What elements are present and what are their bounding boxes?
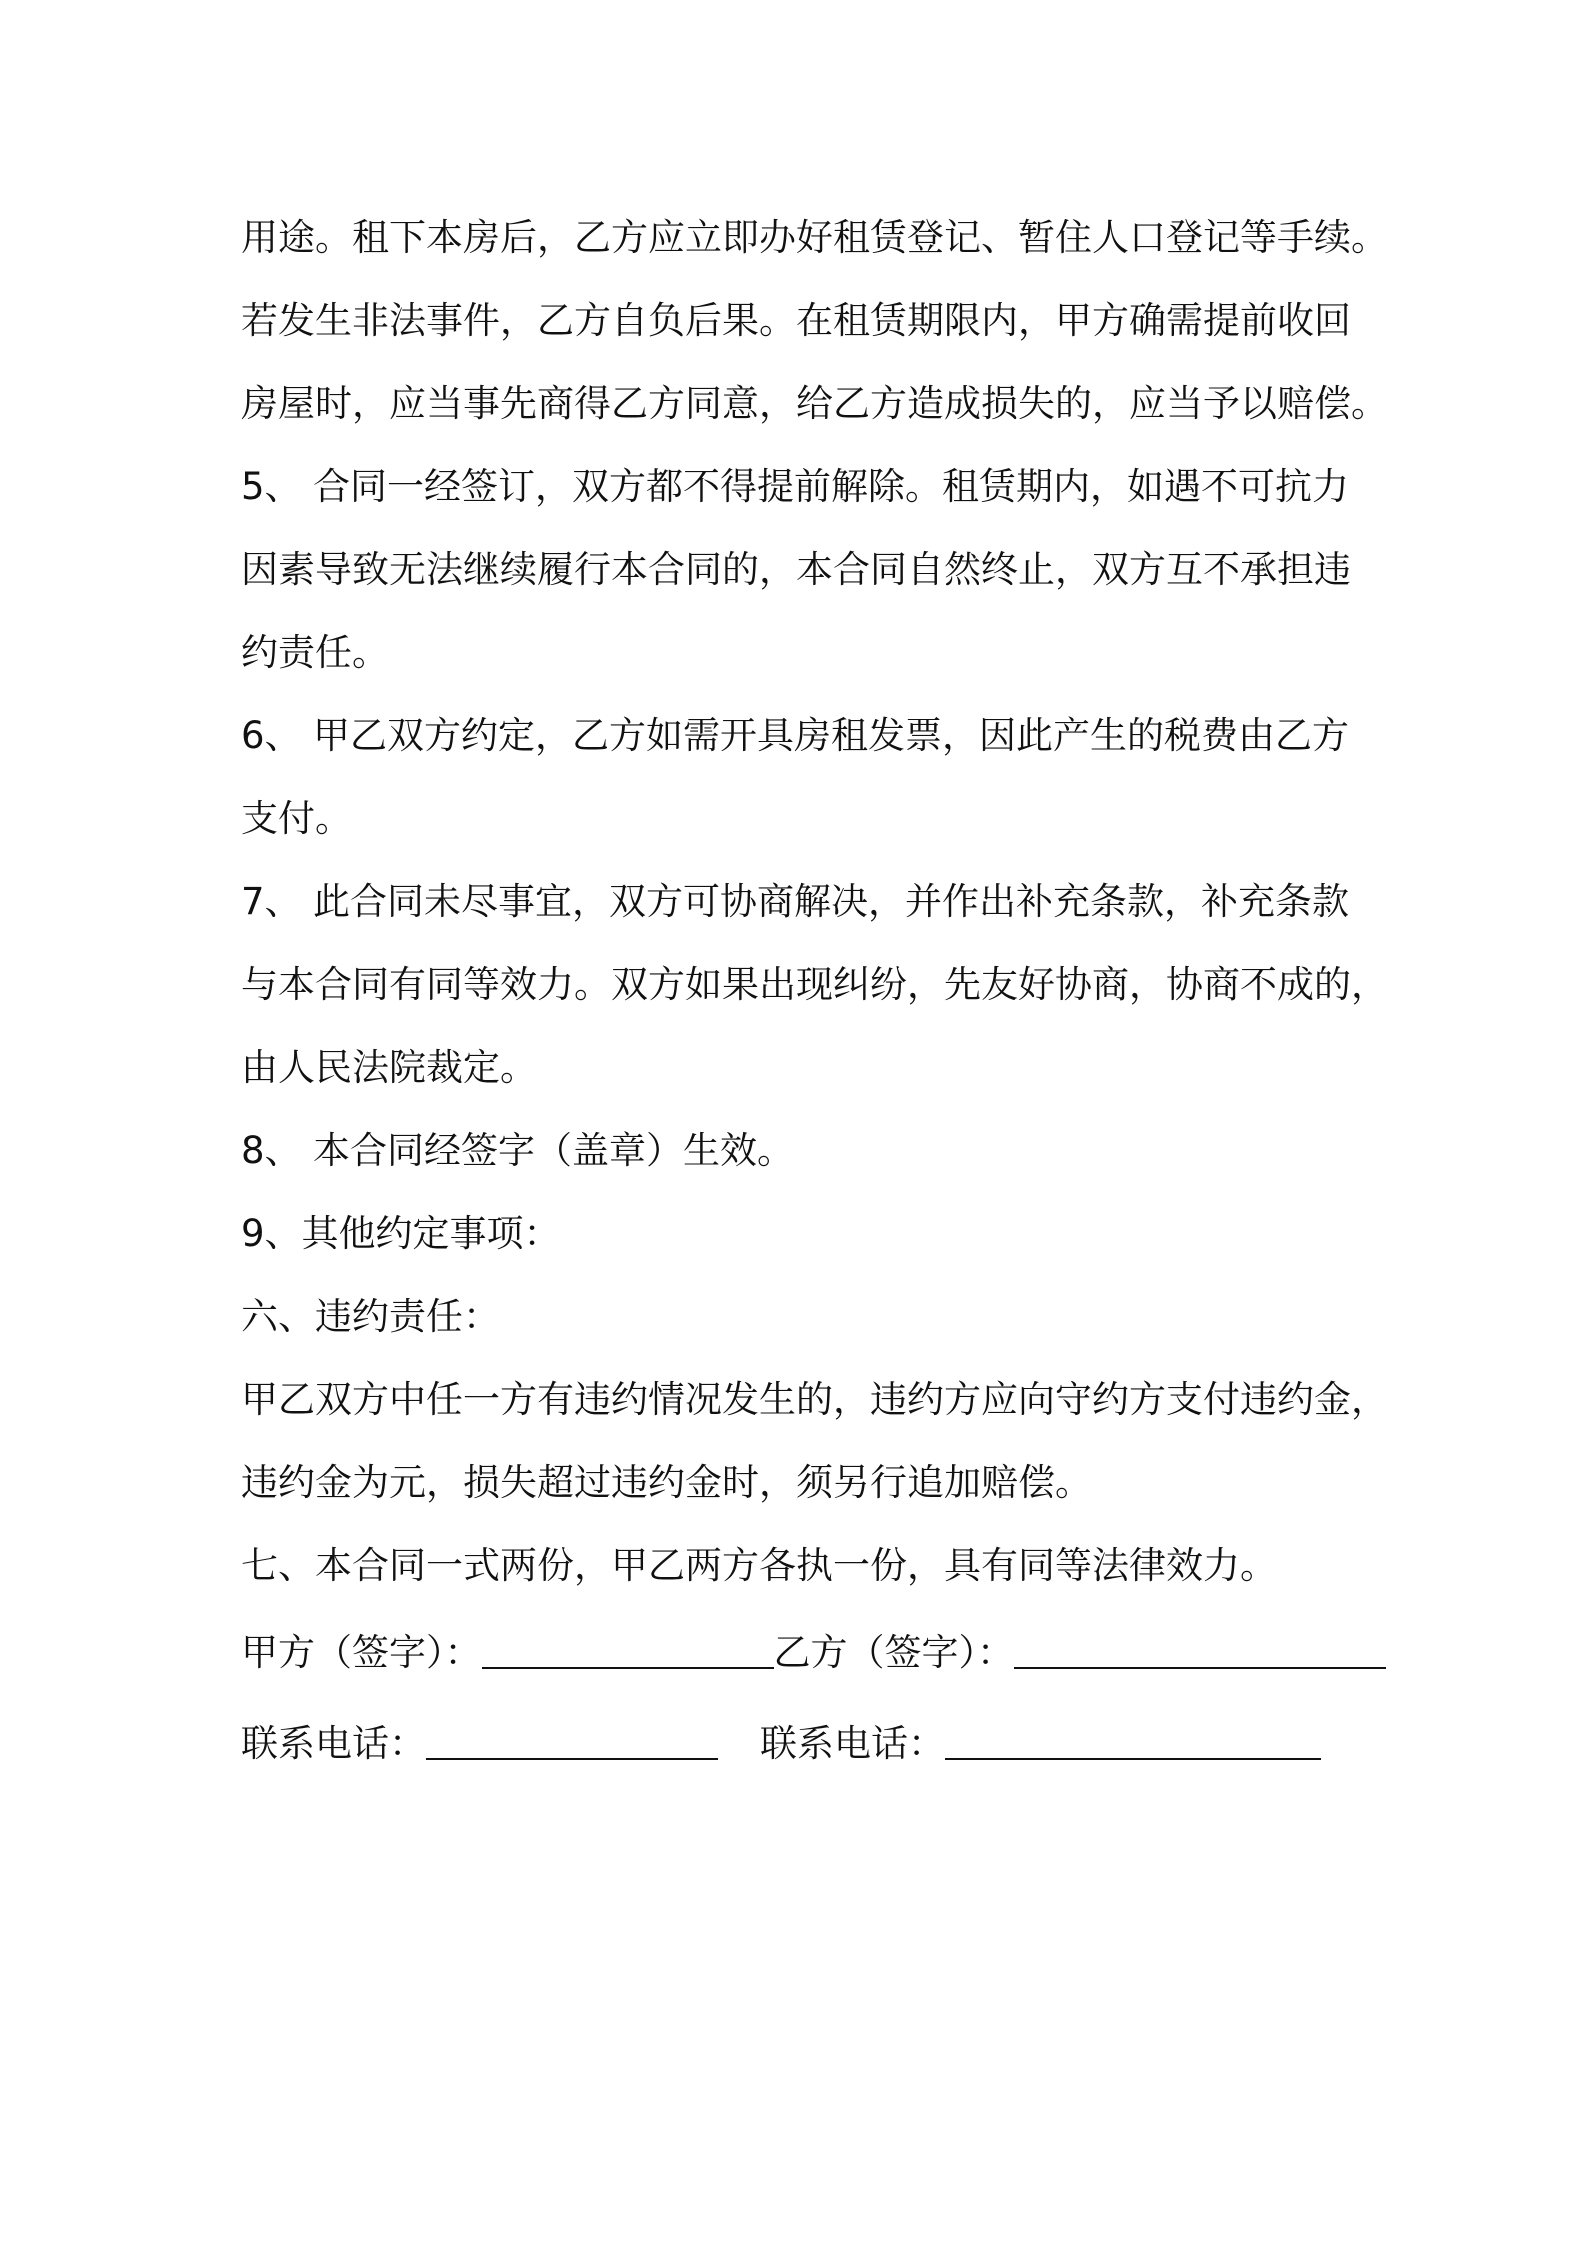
text-line: 若发生非法事件，乙方自负后果。在租赁期限内，甲方确需提前收回 xyxy=(241,299,1351,342)
clause-text: 因素导致无法继续履行本合同的，本合同自然终止，双方互不承担违 xyxy=(241,548,1351,591)
clause-text: 此合同未尽事宜，双方可协商解决，并作出补充条款，补充条款 xyxy=(313,880,1349,923)
clause-text: 支付。 xyxy=(241,797,352,840)
clause-6 xyxy=(241,694,1381,860)
clause-8 xyxy=(241,1109,1381,1192)
clause-number: 6、 xyxy=(241,714,302,757)
clause-number: 8、 xyxy=(241,1129,302,1172)
party-b-phone-label: 联系电话： xyxy=(760,1722,945,1765)
party-b-phone-line xyxy=(945,1724,1321,1760)
party-a-signature-label: 甲方（签字）： xyxy=(241,1631,482,1674)
signature-row xyxy=(241,1607,1381,1698)
phone-row xyxy=(241,1698,1381,1789)
clause-text: 甲乙双方约定，乙方如需开具房租发票，因此产生的税费由乙方 xyxy=(313,714,1349,757)
clause-7 xyxy=(241,860,1388,1109)
clause-text: 由人民法院裁定。 xyxy=(241,1046,537,1089)
clause-text: 约责任。 xyxy=(241,631,389,674)
text-line: 房屋时，应当事先商得乙方同意，给乙方造成损失的，应当予以赔偿。 xyxy=(241,382,1388,425)
clause-text: 合同一经签订，双方都不得提前解除。租赁期内，如遇不可抗力 xyxy=(313,465,1349,508)
text-line: 用途。租下本房后，乙方应立即办好租赁登记、暂住人口登记等手续。 xyxy=(241,216,1388,259)
party-b-signature-line xyxy=(1014,1633,1386,1669)
party-a-phone-line xyxy=(426,1724,718,1760)
section-heading: 六、违约责任： xyxy=(241,1295,500,1338)
section-text: 违约金为元，损失超过违约金时，须另行追加赔偿。 xyxy=(241,1461,1092,1504)
party-a-signature-line xyxy=(482,1633,774,1669)
party-a-phone-label: 联系电话： xyxy=(241,1722,426,1765)
party-b-signature-label: 乙方（签字）： xyxy=(773,1631,1014,1674)
section-text: 甲乙双方中任一方有违约情况发生的，违约方应向守约方支付违约金， xyxy=(241,1378,1388,1421)
clause-number: 7、 xyxy=(241,880,302,923)
document-body xyxy=(241,196,1388,1789)
clause-text: 本合同经签字（盖章）生效。 xyxy=(313,1129,794,1172)
item-9: 9、其他约定事项： xyxy=(241,1212,561,1255)
clause-number: 5、 xyxy=(241,465,302,508)
clause-5 xyxy=(241,445,1381,694)
section-7-text: 七、本合同一式两份，甲乙两方各执一份，具有同等法律效力。 xyxy=(241,1544,1277,1587)
clause-text: 与本合同有同等效力。双方如果出现纠纷，先友好协商，协商不成的， xyxy=(241,963,1388,1006)
